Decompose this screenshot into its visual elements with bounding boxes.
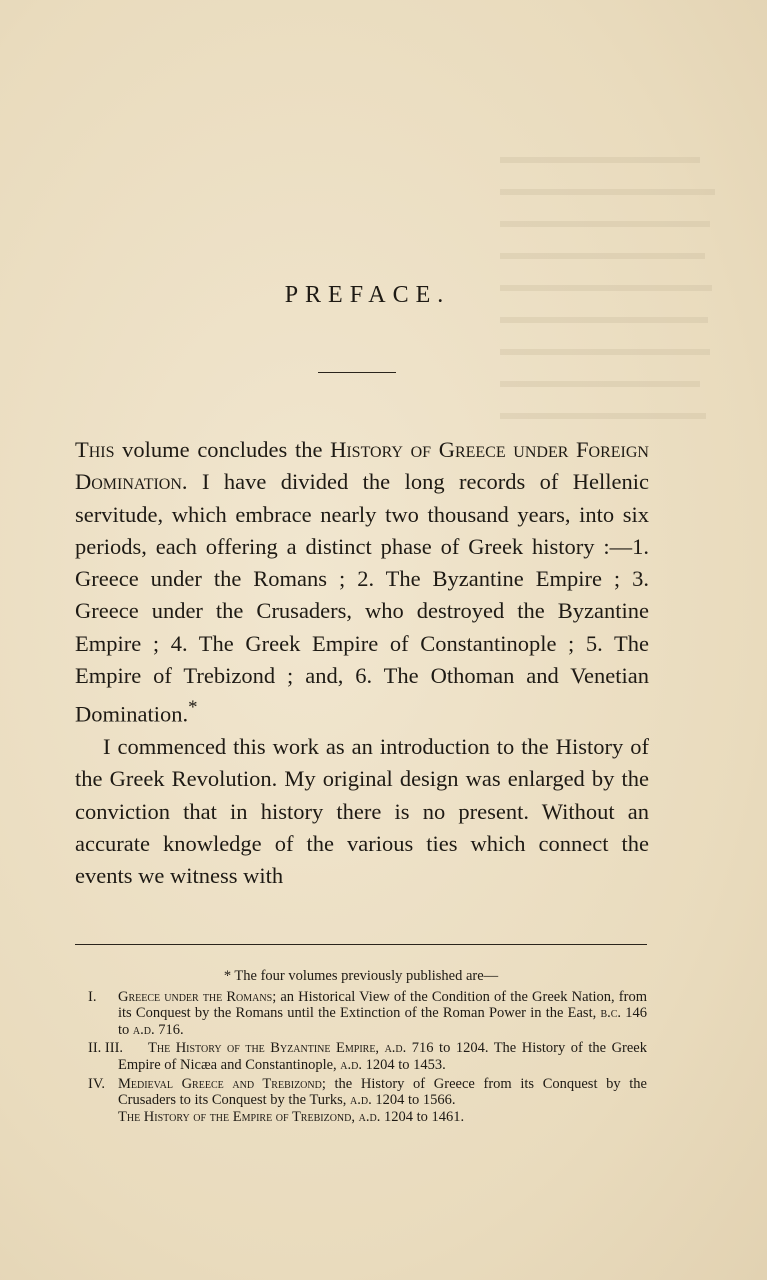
lead-word: This [75, 437, 115, 462]
paragraph-2: I commenced this work as an introduction to the History of the Greek Revolution. My original design was enlarged by the conviction that in history there is no present. Without an accurate knowledge of the various ties which connect the events we witness with [75, 734, 649, 889]
footnote-work-title: Medieval Greece and Trebizond [118, 1075, 322, 1092]
footnote-date-value: 1204 to 1461. [380, 1108, 465, 1125]
footnote-item [75, 1076, 647, 1126]
footnote-date-value: 1204 to 1566. [371, 1092, 456, 1109]
footnote-text: ; an Historical View of the Condition of the Greek Nation, from its Conquest by the Romans until the Extinction of the Roman Power in the East, [118, 988, 647, 1022]
footnote-number: IV. [88, 1075, 106, 1092]
footnote-date-label: b.c. [600, 1005, 622, 1022]
title-divider [318, 372, 396, 373]
work-title: History of Greece under Foreign Domination. [75, 437, 649, 495]
footnote-item [75, 1040, 647, 1073]
footnote-date-value: 146 to [118, 1005, 647, 1038]
footnote-date-label: a.d. [340, 1056, 362, 1073]
footnote-text: 716 to 1204. The History of the Greek Empire of Nicæa and Constantinople, [118, 1040, 647, 1073]
footnotes [75, 968, 647, 1127]
footnote-intro: * The four volumes previously published are— [223, 968, 499, 984]
footnote-text: ; the History of Greece from its Conquest by the Crusaders to its Conquest by the Turks, [118, 1075, 647, 1109]
footnote-work-title: Greece under the Romans [118, 988, 273, 1005]
footnote-marker: * [188, 697, 198, 719]
footnote-date-value: 716. [154, 1021, 184, 1038]
footnote-date-label: a.d. [350, 1092, 372, 1109]
footnote-divider [75, 944, 647, 945]
footnote-date-label: a.d. [358, 1108, 381, 1125]
show-through-bleed [500, 100, 730, 460]
body-text [75, 434, 649, 893]
footnote-work-title: The History of the Byzantine Empire, [148, 1040, 380, 1057]
para1-text-b: I have divided the long records of Hellenic servitude, which embrace nearly two thousand years, into six periods, each offering a distinct phase of Greek history :—1. Greece under the Romans ; 2. The Byzantine Empire ; 3. Greece under the Crusaders, who destroyed the Byzantine Empire ; 4. The Greek Empire of Constantinople ; 5. The Empire of Trebizond ; and, 6. The Othoman and Venetian Domination. [75, 469, 649, 727]
paragraph-1 [75, 434, 649, 731]
footnote-date-label: a.d. [132, 1021, 155, 1038]
footnote-date-label: a.d. [384, 1040, 407, 1057]
footnote-work-title: The History of the Empire of Trebizond, [118, 1108, 355, 1125]
footnote-number: I. [88, 988, 97, 1005]
footnote-item [75, 989, 647, 1039]
footnote-number: II. III. [88, 1040, 124, 1057]
para1-text-a: volume concludes the [114, 437, 331, 462]
footnote-date-value: 1204 to 1453. [362, 1056, 446, 1073]
page-title: PREFACE. [284, 282, 451, 308]
